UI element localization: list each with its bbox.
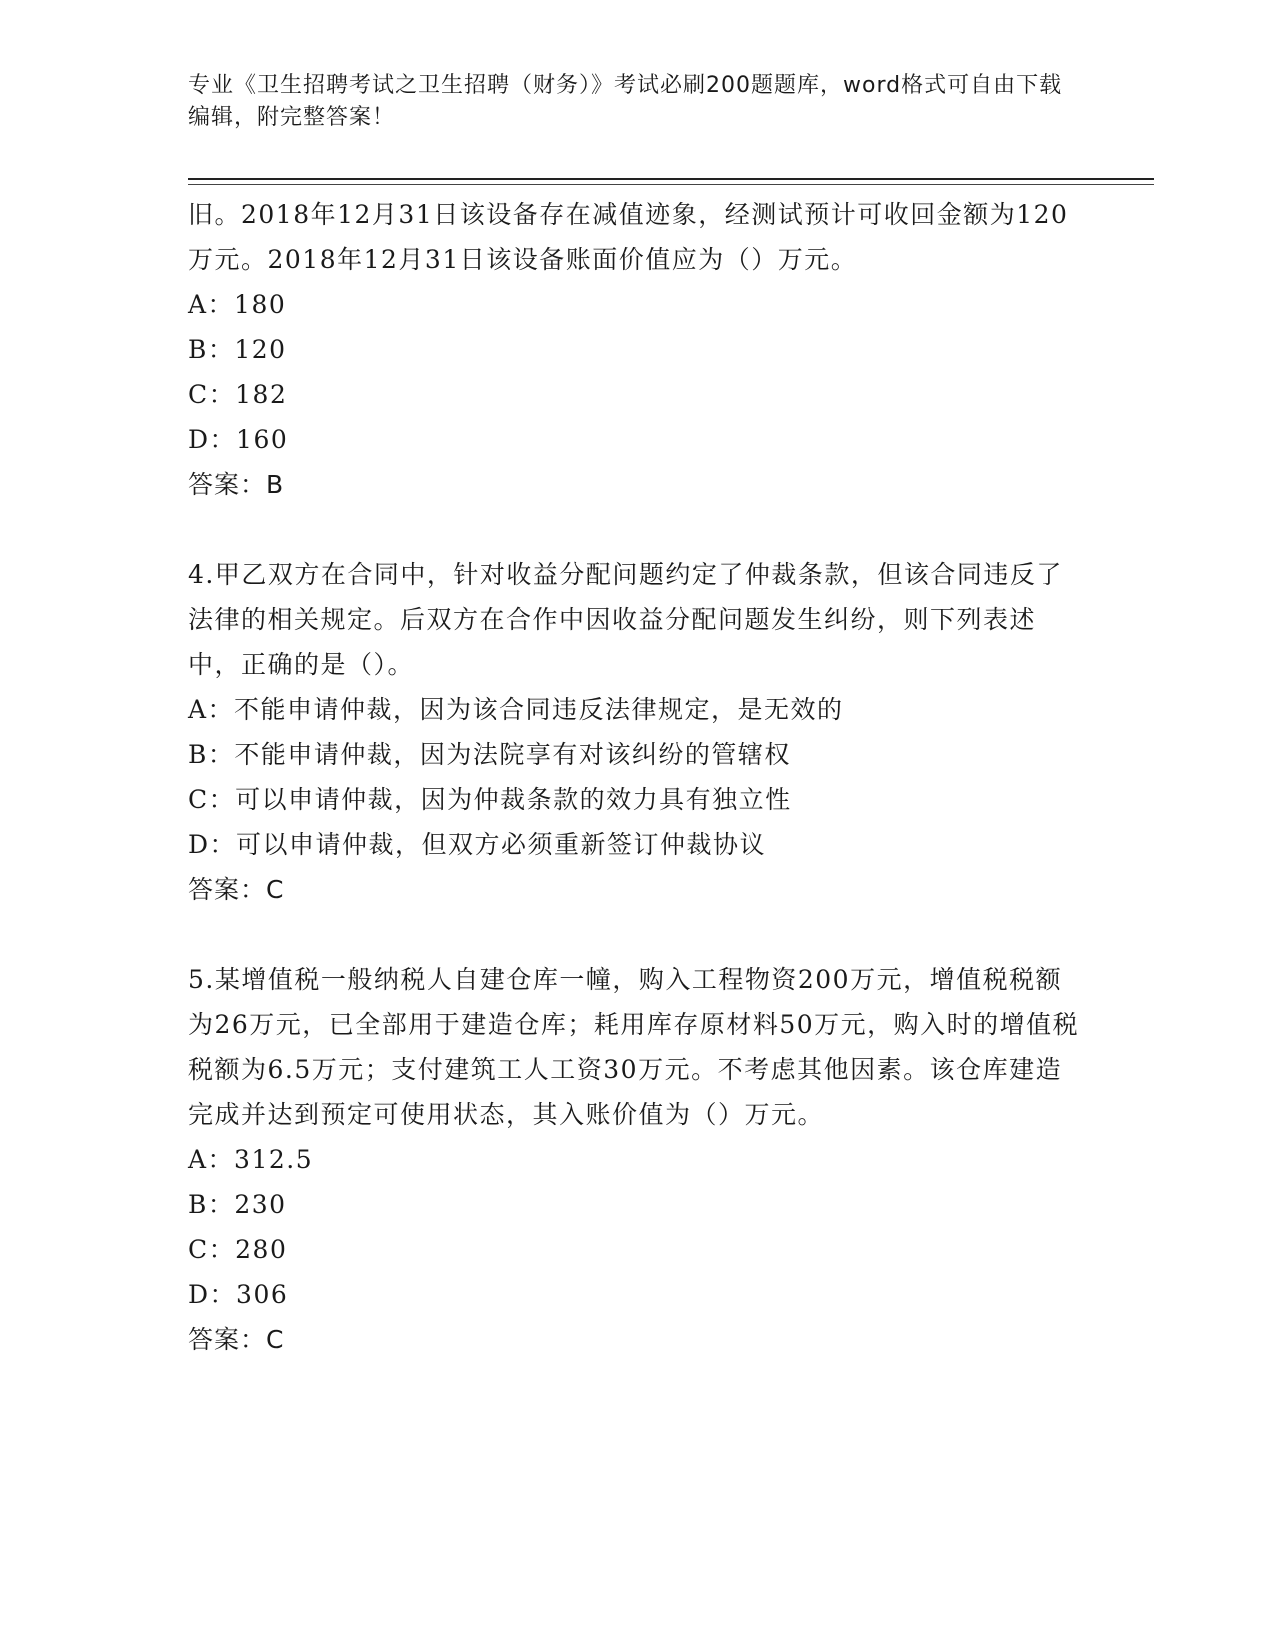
- option-b: B：120: [188, 335, 287, 364]
- answer-line: 答案：C: [188, 1325, 285, 1354]
- option-a: A：312.5: [188, 1145, 314, 1174]
- question-4: [188, 552, 1088, 912]
- option-b: B：不能申请仲裁，因为法院享有对该纠纷的管辖权: [188, 740, 791, 769]
- header-divider-thick: [188, 178, 1154, 180]
- option-c: C：可以申请仲裁，因为仲裁条款的效力具有独立性: [188, 785, 792, 814]
- option-d: D：可以申请仲裁，但双方必须重新签订仲裁协议: [188, 830, 767, 859]
- option-b: B：230: [188, 1190, 287, 1219]
- question-text: 5.某增值税一般纳税人自建仓库一幢，购入工程物资200万元，增值税税额为26万元，已全部用于建造仓库；耗用库存原材料50万元，购入时的增值税税额为6.5万元；支付建筑工人工资30万元。不考虑其他因素。该仓库建造完成并达到预定可使用状态，其入账价值为（）万元。: [188, 965, 1080, 1129]
- question-3: [188, 192, 1088, 507]
- option-d: D：160: [188, 425, 289, 454]
- header-divider-thin: [188, 184, 1154, 185]
- option-c: C：280: [188, 1235, 288, 1264]
- option-a: A：180: [188, 290, 287, 319]
- question-5: [188, 957, 1088, 1362]
- document-header: [188, 70, 1068, 134]
- answer-line: 答案：B: [188, 470, 285, 499]
- option-a: A：不能申请仲裁，因为该合同违反法律规定，是无效的: [188, 695, 844, 724]
- question-text: 4.甲乙双方在合同中，针对收益分配问题约定了仲裁条款，但该合同违反了法律的相关规定。后双方在合作中因收益分配问题发生纠纷，则下列表述中，正确的是（）。: [188, 560, 1063, 679]
- question-list: [188, 192, 1088, 1362]
- document-title: 专业《卫生招聘考试之卫生招聘（财务）》考试必刷200题题库，word格式可自由下载编辑，附完整答案！: [188, 73, 1063, 130]
- option-c: C：182: [188, 380, 288, 409]
- question-text: 旧。2018年12月31日该设备存在减值迹象，经测试预计可收回金额为120万元。2018年12月31日该设备账面价值应为（）万元。: [188, 200, 1069, 274]
- answer-line: 答案：C: [188, 875, 285, 904]
- option-d: D：306: [188, 1280, 289, 1309]
